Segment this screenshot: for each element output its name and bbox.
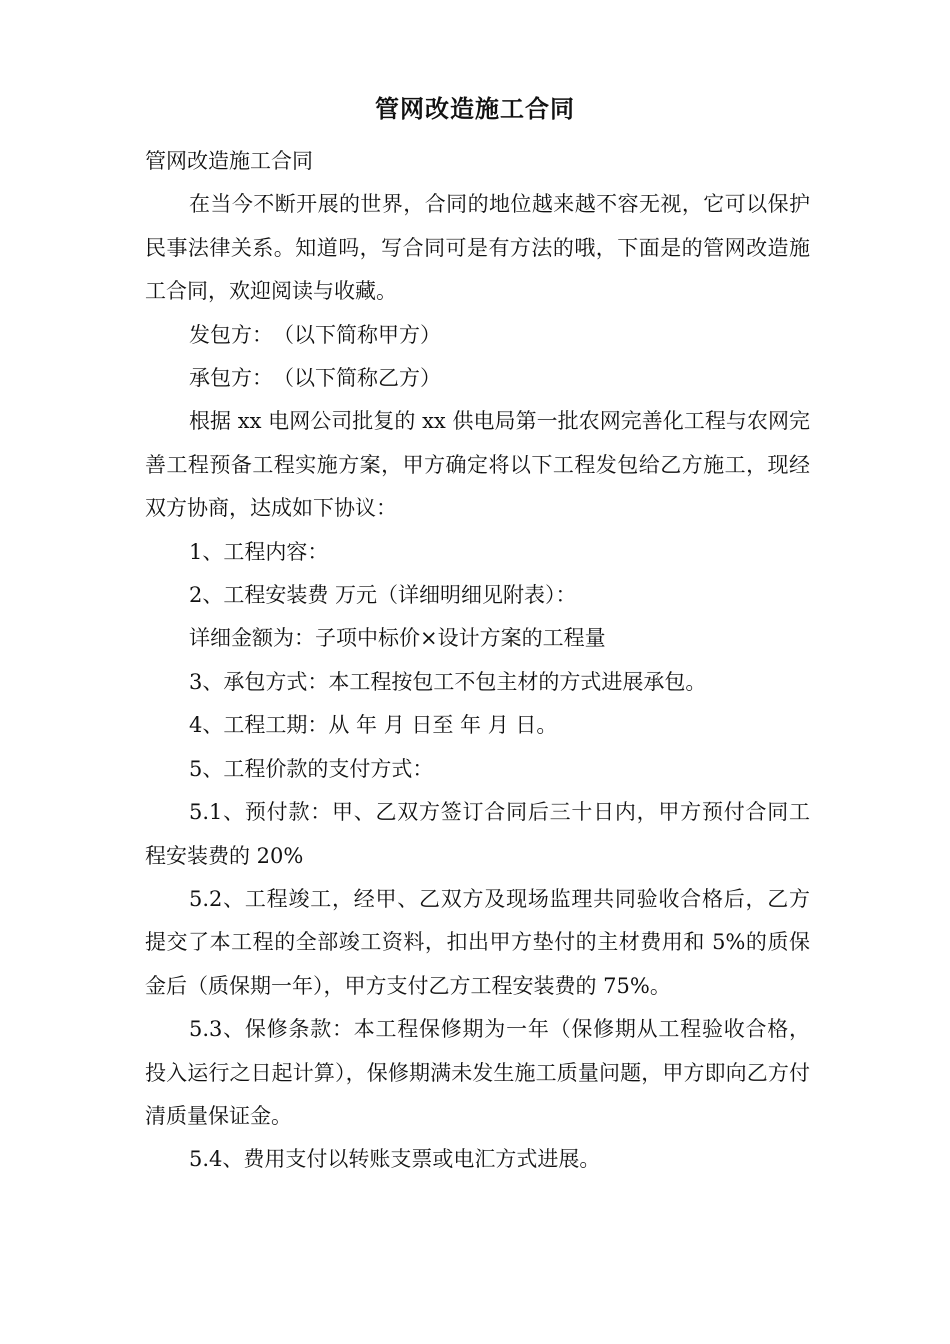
paragraph: 详细金额为：子项中标价×设计方案的工程量 bbox=[189, 626, 606, 651]
paragraph: 承包方： （以下简称乙方） bbox=[189, 366, 441, 391]
paragraph: 发包方： （以下简称甲方） bbox=[189, 322, 441, 347]
document-body bbox=[145, 140, 810, 1182]
paragraph: 在当今不断开展的世界，合同的地位越来越不容无视，它可以保护民事法律关系。知道吗，写合同可是有方法的哦，下面是的管网改造施工合同，欢迎阅读与收藏。 bbox=[145, 192, 810, 304]
paragraph: 5.1、预付款：甲、乙双方签订合同后三十日内，甲方预付合同工程安装费的 20% bbox=[145, 800, 810, 868]
paragraph: 根据 xx 电网公司批复的 xx 供电局第一批农网完善化工程与农网完善工程预备工程实施方案，甲方确定将以下工程发包给乙方施工，现经双方协商，达成如下协议： bbox=[145, 409, 810, 521]
document-title: 管网改造施工合同 bbox=[375, 94, 575, 123]
paragraph: 3、承包方式：本工程按包工不包主材的方式进展承包。 bbox=[189, 669, 707, 694]
paragraph: 管网改造施工合同 bbox=[145, 149, 313, 173]
paragraph: 5、工程价款的支付方式： bbox=[189, 756, 434, 781]
paragraph: 5.4、费用支付以转账支票或电汇方式进展。 bbox=[189, 1147, 601, 1172]
paragraph: 1、工程内容： bbox=[189, 539, 329, 564]
paragraph: 2、工程安装费 万元（详细明细见附表）： bbox=[189, 583, 577, 608]
paragraph: 5.2、工程竣工，经甲、乙双方及现场监理共同验收合格后，乙方提交了本工程的全部竣工资料，扣出甲方垫付的主材费用和 5%的质保金后（质保期一年），甲方支付乙方工程安装费的 75%。 bbox=[145, 886, 810, 998]
paragraph: 4、工程工期：从 年 月 日至 年 月 日。 bbox=[189, 713, 558, 738]
paragraph: 5.3、保修条款：本工程保修期为一年（保修期从工程验收合格，投入运行之日起计算），保修期满未发生施工质量问题，甲方即向乙方付清质量保证金。 bbox=[145, 1017, 810, 1128]
